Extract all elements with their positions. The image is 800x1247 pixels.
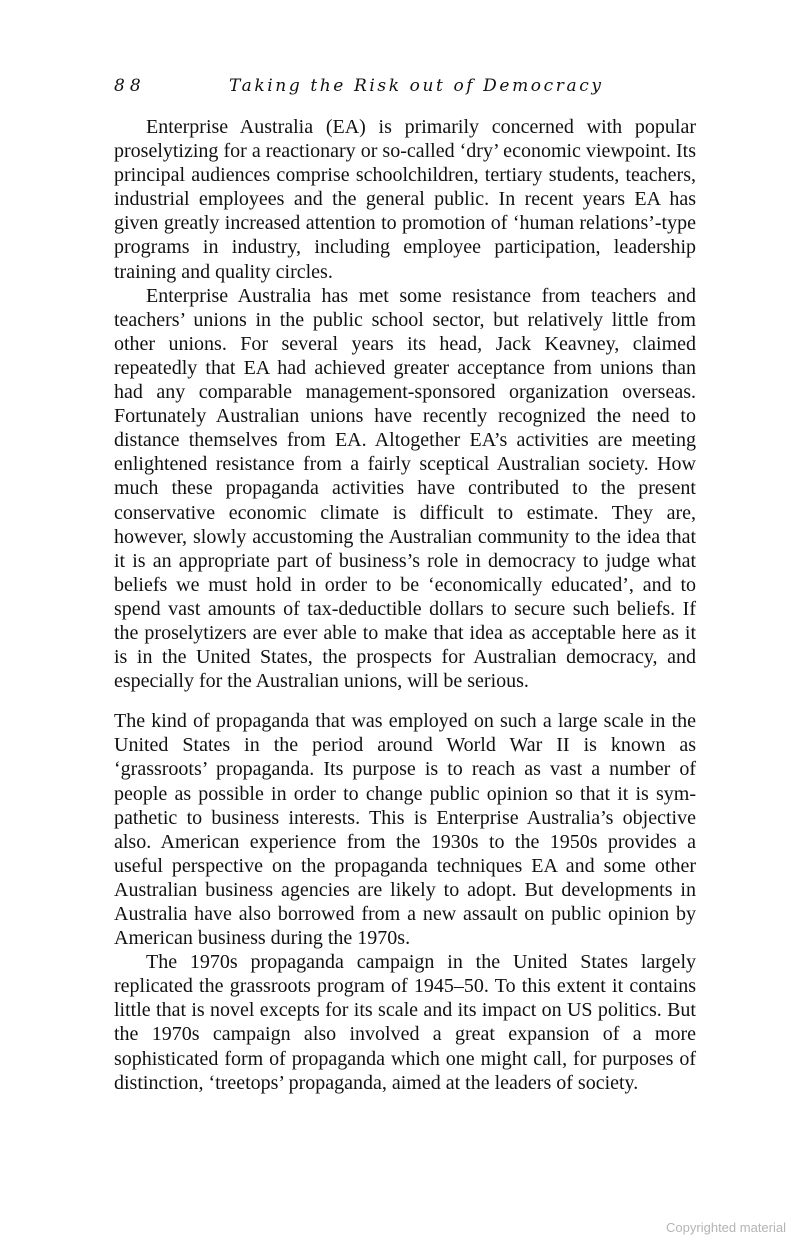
paragraph-enterprise-australia-intro: Enterprise Australia (EA) is primarily concerned with popular proselytizing for a reactionary or so-called ‘dry’ economic viewpoint. Its principal audiences comprise schoolchildren, tertiary students, teachers, industrial employees and the general public. In recent years EA has given greatly increased attention to promotion of ‘human relations’-type programs in industry, including employee participation, leadership training and quality circles. — [114, 116, 696, 283]
running-head — [114, 76, 694, 104]
section-break — [114, 693, 696, 709]
paragraph-enterprise-australia-resistance: Enterprise Australia has met some resistance from teachers and teachers’ unions in the public school sector, but relatively little from other unions. For several years its head, Jack Keavney, claimed repeatedly that EA had achieved greater acceptance from unions than had any comparable management-sponsored organization overseas. Fortunately Australian unions have recently recognized the need to distance themselves from EA. Altogether EA’s activities are meeting enlightened resistance from a fairly sceptical Australian society. How much these propaganda activities have contributed to the present conservative economic climate is difficult to estimate. They are, however, slowly accustoming the Australian community to the idea that it is an appropriate part of business’s role in democracy to judge what beliefs we must hold in order to be ‘economically educated’, and to spend vast amounts of tax-deductible dollars to secure such beliefs. If the proselytizers are ever able to make that idea as acceptable here as it is in the United States, the prospects for Australian democracy, and especially for the Australian unions, will be serious. — [114, 284, 696, 693]
page-number: 88 — [114, 76, 146, 96]
book-title: Taking the Risk out of Democracy — [229, 76, 604, 96]
paragraph-grassroots-propaganda: The kind of propaganda that was employed on such a large scale in the United States in the period around World War II is known as ‘grassroots’ propaganda. Its purpose is to reach as vast a number of people as possible in order to change public opinion so that it is sympathetic to business interests. This is Enterprise Australia’s objective also. American experience from the 1930s to the 1950s provides a useful perspective on the propaganda techniques EA and some other Australian business agencies are likely to adopt. But developments in Australia have also borrowed from a new assault on public opinion by American business during the 1970s. — [114, 710, 696, 950]
copyright-watermark: Copyrighted material — [666, 1220, 786, 1235]
paragraph-1970s-campaign: The 1970s propaganda campaign in the United States largely replicated the grassroots program of 1945–50. To this extent it contains little that is novel excepts for its scale and its impact on US politics. But the 1970s campaign also involved a great expansion of a more sophisticated form of propaganda which one might call, for purposes of distinction, ‘treetops’ propaganda, aimed at the leaders of society. — [114, 951, 696, 1094]
body-text — [114, 115, 696, 1095]
